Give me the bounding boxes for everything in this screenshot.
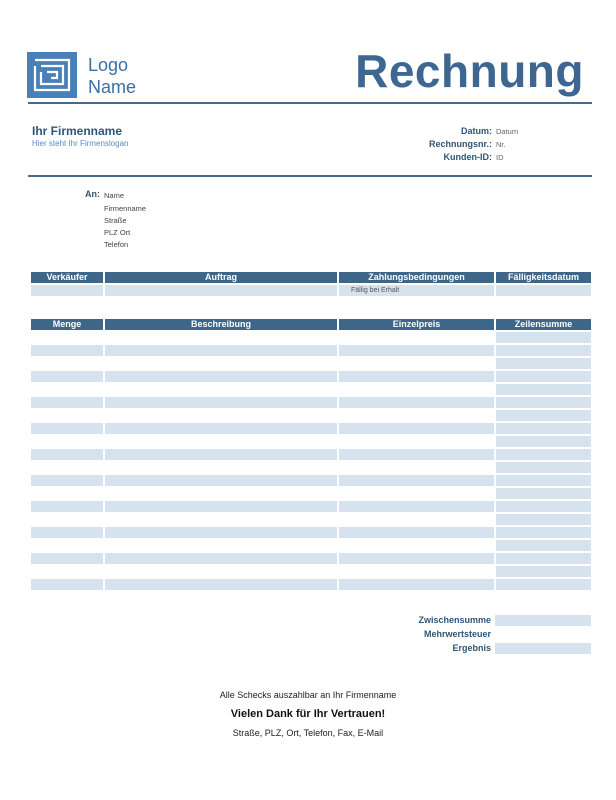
- unit-price-cell[interactable]: [339, 397, 494, 408]
- subtotal-label: Zwischensumme: [418, 615, 491, 625]
- description-cell[interactable]: [105, 566, 337, 577]
- description-cell[interactable]: [105, 410, 337, 421]
- unit-price-cell[interactable]: [339, 566, 494, 577]
- description-cell[interactable]: [105, 358, 337, 369]
- table-row: [31, 553, 591, 564]
- description-cell[interactable]: [105, 488, 337, 499]
- line-total-cell[interactable]: [496, 345, 591, 356]
- seller-cell[interactable]: [31, 285, 103, 296]
- line-total-cell[interactable]: [496, 527, 591, 538]
- quantity-cell[interactable]: [31, 423, 103, 434]
- table-row: [31, 384, 591, 395]
- table-row: [31, 332, 591, 343]
- line-total-cell[interactable]: [496, 540, 591, 551]
- unit-price-cell[interactable]: [339, 345, 494, 356]
- unit-price-cell[interactable]: [339, 371, 494, 382]
- table-row: [31, 566, 591, 577]
- quantity-cell[interactable]: [31, 553, 103, 564]
- table-row: [31, 410, 591, 421]
- header-unit-price: Einzelpreis: [339, 319, 494, 330]
- unit-price-cell[interactable]: [339, 410, 494, 421]
- maze-logo-graphic: [27, 52, 77, 98]
- logo-name: [88, 54, 136, 98]
- logo-line-1: Logo: [88, 55, 129, 75]
- recipient-city: PLZ Ort: [104, 228, 131, 237]
- description-cell[interactable]: [105, 553, 337, 564]
- line-total-cell[interactable]: [496, 384, 591, 395]
- quantity-cell[interactable]: [31, 488, 103, 499]
- table-row: [31, 397, 591, 408]
- due-date-cell[interactable]: [496, 285, 591, 296]
- unit-price-cell[interactable]: [339, 449, 494, 460]
- table-row: [31, 449, 591, 460]
- contact-line: Straße, PLZ, Ort, Telefon, Fax, E-Mail: [232, 728, 384, 738]
- line-total-cell[interactable]: [496, 371, 591, 382]
- table-row: [31, 285, 591, 296]
- header-line-total: Zeilensumme: [496, 319, 591, 330]
- recipient-name: Name: [104, 191, 125, 200]
- company-name: Ihr Firmenname: [32, 124, 123, 138]
- quantity-cell[interactable]: [31, 371, 103, 382]
- unit-price-cell[interactable]: [339, 514, 494, 525]
- quantity-cell[interactable]: [31, 384, 103, 395]
- recipient-company: Firmenname: [104, 204, 147, 213]
- table-row: [31, 527, 591, 538]
- line-total-cell[interactable]: [496, 397, 591, 408]
- table-row: [31, 488, 591, 499]
- line-total-cell[interactable]: [496, 475, 591, 486]
- logo-line-2: Name: [88, 77, 137, 97]
- header-due-date: Fälligkeitsdatum: [496, 272, 591, 283]
- unit-price-cell[interactable]: [339, 384, 494, 395]
- total-label: Ergebnis: [452, 643, 491, 653]
- customer-id-value: ID: [496, 153, 504, 162]
- quantity-cell[interactable]: [31, 475, 103, 486]
- unit-price-cell[interactable]: [339, 540, 494, 551]
- header-description: Beschreibung: [105, 319, 337, 330]
- description-cell[interactable]: [105, 462, 337, 473]
- table-row: [31, 345, 591, 356]
- vat-value[interactable]: [495, 629, 591, 640]
- checks-payable-note: Alle Schecks auszahlbar an Ihr Firmenname: [219, 690, 397, 700]
- quantity-cell[interactable]: [31, 501, 103, 512]
- line-total-cell[interactable]: [496, 488, 591, 499]
- customer-id-label: Kunden-ID:: [443, 152, 492, 162]
- line-items-table: [29, 317, 593, 592]
- description-cell[interactable]: [105, 501, 337, 512]
- line-total-cell[interactable]: [496, 501, 591, 512]
- date-value: Datum: [496, 127, 519, 136]
- unit-price-cell[interactable]: [339, 332, 494, 343]
- invoice-number-label: Rechnungsnr.:: [428, 139, 492, 149]
- description-cell[interactable]: [105, 449, 337, 460]
- description-cell[interactable]: [105, 397, 337, 408]
- line-total-cell[interactable]: [496, 449, 591, 460]
- line-total-cell[interactable]: [496, 436, 591, 447]
- unit-price-cell[interactable]: [339, 527, 494, 538]
- header-order: Auftrag: [105, 272, 337, 283]
- quantity-cell[interactable]: [31, 397, 103, 408]
- line-total-cell[interactable]: [496, 579, 591, 590]
- table-row: [31, 436, 591, 447]
- table-row: [31, 423, 591, 434]
- vat-label: Mehrwertsteuer: [423, 629, 491, 639]
- company-slogan: Hier steht Ihr Firmenslogan: [32, 139, 129, 148]
- header-seller: Verkäufer: [31, 272, 103, 283]
- line-total-cell[interactable]: [496, 514, 591, 525]
- header-divider: [28, 102, 592, 104]
- description-cell[interactable]: [105, 332, 337, 343]
- unit-price-cell[interactable]: [339, 579, 494, 590]
- header-payment-terms: Zahlungsbedingungen: [339, 272, 494, 283]
- invoice-title: Rechnung: [355, 45, 584, 97]
- logo-icon: [27, 52, 77, 98]
- description-cell[interactable]: [105, 514, 337, 525]
- quantity-cell[interactable]: [31, 540, 103, 551]
- recipient-label: An:: [85, 189, 100, 199]
- meta-divider: [28, 175, 592, 177]
- unit-price-cell[interactable]: [339, 553, 494, 564]
- table-row: [31, 579, 591, 590]
- quantity-cell[interactable]: [31, 436, 103, 447]
- table-row: [31, 501, 591, 512]
- unit-price-cell[interactable]: [339, 501, 494, 512]
- description-cell[interactable]: [105, 384, 337, 395]
- quantity-cell[interactable]: [31, 358, 103, 369]
- description-cell[interactable]: [105, 527, 337, 538]
- unit-price-cell[interactable]: [339, 488, 494, 499]
- payment-terms-cell[interactable]: Fällig bei Erhalt: [339, 285, 494, 296]
- date-label: Datum:: [461, 126, 492, 136]
- line-total-cell[interactable]: [496, 462, 591, 473]
- thank-you-message: Vielen Dank für Ihr Vertrauen!: [230, 708, 386, 720]
- recipient-street: Straße: [104, 216, 127, 225]
- unit-price-cell[interactable]: [339, 436, 494, 447]
- line-total-cell[interactable]: [496, 553, 591, 564]
- line-total-cell[interactable]: [496, 566, 591, 577]
- line-total-cell[interactable]: [496, 332, 591, 343]
- table-row: [31, 371, 591, 382]
- quantity-cell[interactable]: [31, 462, 103, 473]
- invoice-number-value: Nr.: [496, 140, 506, 149]
- subtotal-value[interactable]: [495, 615, 591, 626]
- table-row: [31, 514, 591, 525]
- table-row: [31, 475, 591, 486]
- line-total-cell[interactable]: [496, 358, 591, 369]
- header-quantity: Menge: [31, 319, 103, 330]
- quantity-cell[interactable]: [31, 410, 103, 421]
- table-row: [31, 358, 591, 369]
- quantity-cell[interactable]: [31, 449, 103, 460]
- quantity-cell[interactable]: [31, 514, 103, 525]
- quantity-cell[interactable]: [31, 527, 103, 538]
- unit-price-cell[interactable]: [339, 475, 494, 486]
- quantity-cell[interactable]: [31, 332, 103, 343]
- unit-price-cell[interactable]: [339, 358, 494, 369]
- order-cell[interactable]: [105, 285, 337, 296]
- unit-price-cell[interactable]: [339, 462, 494, 473]
- description-cell[interactable]: [105, 436, 337, 447]
- description-cell[interactable]: [105, 540, 337, 551]
- table-row: [31, 462, 591, 473]
- table-row: [31, 540, 591, 551]
- description-cell[interactable]: [105, 345, 337, 356]
- description-cell[interactable]: [105, 371, 337, 382]
- quantity-cell[interactable]: [31, 566, 103, 577]
- line-total-cell[interactable]: [496, 410, 591, 421]
- recipient-phone: Telefon: [104, 240, 129, 249]
- quantity-cell[interactable]: [31, 345, 103, 356]
- order-info-table: [29, 270, 593, 298]
- description-cell[interactable]: [105, 579, 337, 590]
- unit-price-cell[interactable]: [339, 423, 494, 434]
- description-cell[interactable]: [105, 423, 337, 434]
- total-value[interactable]: [495, 643, 591, 654]
- quantity-cell[interactable]: [31, 579, 103, 590]
- line-total-cell[interactable]: [496, 423, 591, 434]
- description-cell[interactable]: [105, 475, 337, 486]
